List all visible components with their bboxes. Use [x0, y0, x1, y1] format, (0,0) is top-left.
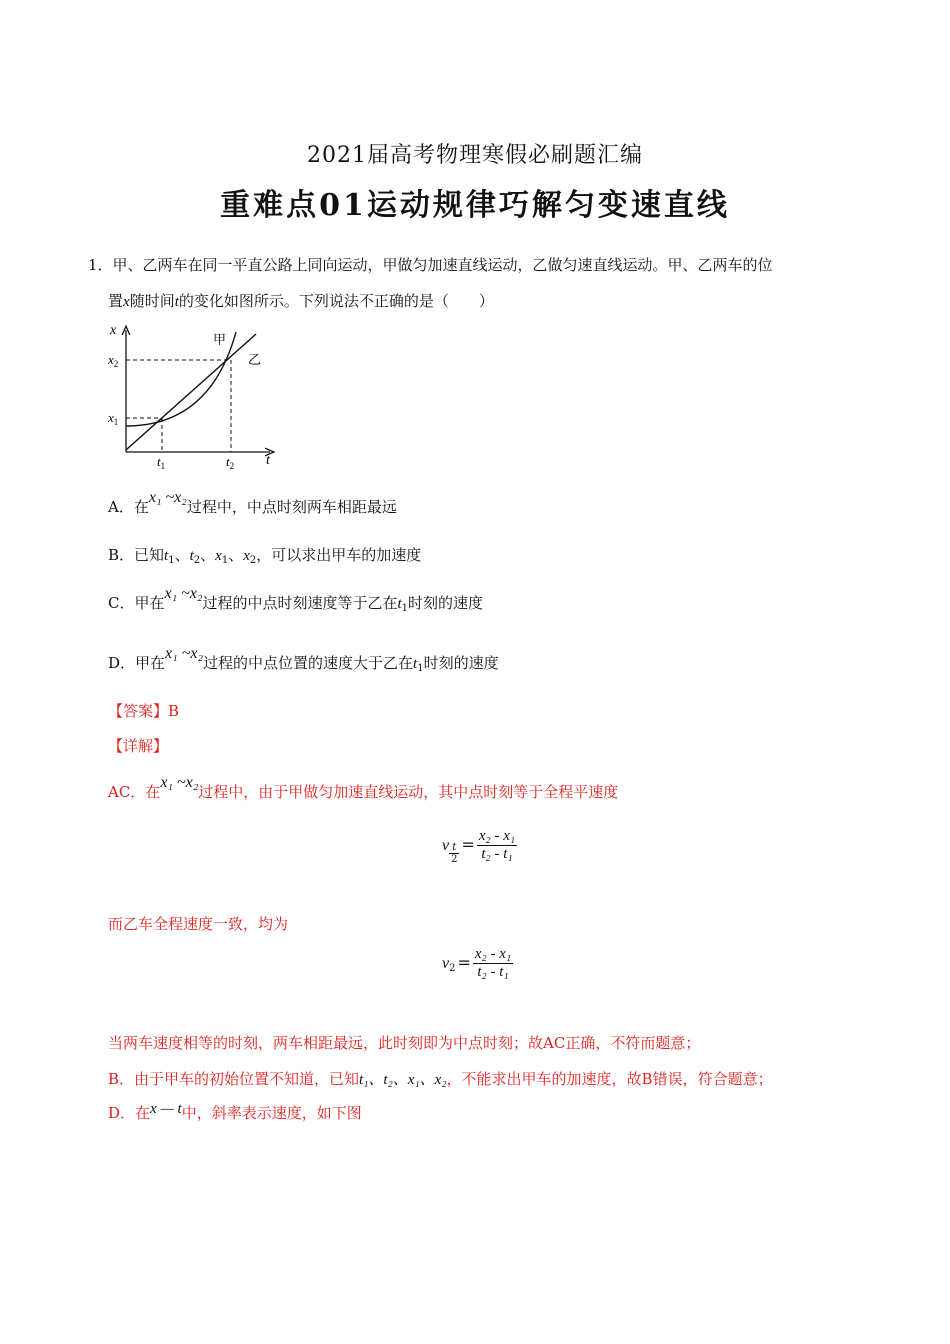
- var-x: x: [123, 294, 130, 310]
- question-line-1: [88, 254, 773, 275]
- range-x1-x2: x₁ ~x₂: [165, 645, 204, 662]
- explanation-ac: AC．在x₁ ~x₂过程中，由于甲做匀加速直线运动，其中点时刻等于全程平速度: [108, 774, 619, 801]
- label-x2: $x_2$: [108, 352, 119, 369]
- question-line-2: [108, 290, 494, 311]
- label-t2: $t_2$: [226, 454, 235, 471]
- explanation-para2: 而乙车全程速度一致，均为: [108, 915, 289, 933]
- explanation-para3: 当两车速度相等的时刻，两车相距最远，此时刻即为中点时刻；故AC正确，不符而题意；: [108, 1034, 701, 1052]
- range-x1-x2: x₁ ~x₂: [160, 774, 199, 791]
- option-d-text: 过程的中点位置的速度大于乙在: [203, 654, 414, 672]
- question-text: 随时间: [129, 292, 175, 310]
- position-time-graph: [100, 322, 290, 472]
- question-text: 的变化如图所示。下列说法不正确的是（ ）: [178, 292, 494, 310]
- question-number: 1．: [88, 256, 113, 274]
- answer-label: 【答案】B: [108, 702, 180, 720]
- axis-label-x: x: [110, 323, 117, 338]
- option-b-text: ，可以求出甲车的加速度: [256, 546, 422, 564]
- option-a: [108, 489, 397, 517]
- option-a-prefix: A．在: [108, 498, 149, 516]
- option-c-text-end: 时刻的速度: [408, 594, 484, 612]
- option-c: C．甲在x₁ ~x₂过程的中点时刻速度等于乙在$t_1$时刻的速度: [108, 585, 484, 614]
- explanation-para5: D．在x — t中，斜率表示速度，如下图: [108, 1101, 362, 1122]
- option-a-text: 过程中，中点时刻两车相距最远: [186, 498, 397, 516]
- question-text: 甲、乙两车在同一平直公路上同向运动，甲做匀加速直线运动，乙做匀速直线运动。甲、乙两车的位: [112, 256, 773, 274]
- option-d-prefix: D．甲在: [108, 654, 166, 672]
- label-jia: 甲: [213, 333, 227, 348]
- option-b: B．已知$t_1$、$t_2$、$x_1$、$x_2$，可以求出甲车的加速度: [108, 546, 422, 566]
- option-d-text-end: 时刻的速度: [423, 654, 499, 672]
- option-c-text: 过程的中点时刻速度等于乙在: [202, 594, 398, 612]
- label-t1: $t_1$: [157, 454, 166, 471]
- doc-subtitle: 重难点01运动规律巧解匀变速直线: [220, 188, 730, 223]
- option-b-prefix: B．已知: [108, 546, 165, 564]
- label-yi: 乙: [248, 353, 262, 368]
- explanation-para4: B．由于甲车的初始位置不知道，已知t₁、t₂、x₁、x₂，不能求出甲车的加速度，故B错误，符合题意；: [108, 1070, 773, 1088]
- range-x1-x2: x₁ ~x₂: [164, 585, 203, 602]
- formula-2: v2 = $\frac{\text{x₂ - x₁}}{\text{t₂ - t₁}}$: [442, 946, 512, 980]
- detail-label: 【详解】: [108, 737, 169, 755]
- label-x1: $x_1$: [108, 410, 119, 427]
- line-yi: [126, 334, 256, 450]
- question-text: 置: [108, 292, 124, 310]
- var-t: t: [174, 294, 179, 310]
- formula-1: v $\frac{t}{2}$ = $\frac{\text{x₂ - x₁}}{\text{t₂ - t₁}}$: [442, 828, 516, 865]
- axis-label-t: t: [266, 453, 270, 468]
- doc-title: 2021届高考物理寒假必刷题汇编: [307, 143, 643, 168]
- option-d: D．甲在x₁ ~x₂过程的中点位置的速度大于乙在$t_1$时刻的速度: [108, 645, 499, 674]
- range-x1-x2: x₁ ~x₂: [148, 489, 187, 506]
- option-c-prefix: C．甲在: [108, 594, 165, 612]
